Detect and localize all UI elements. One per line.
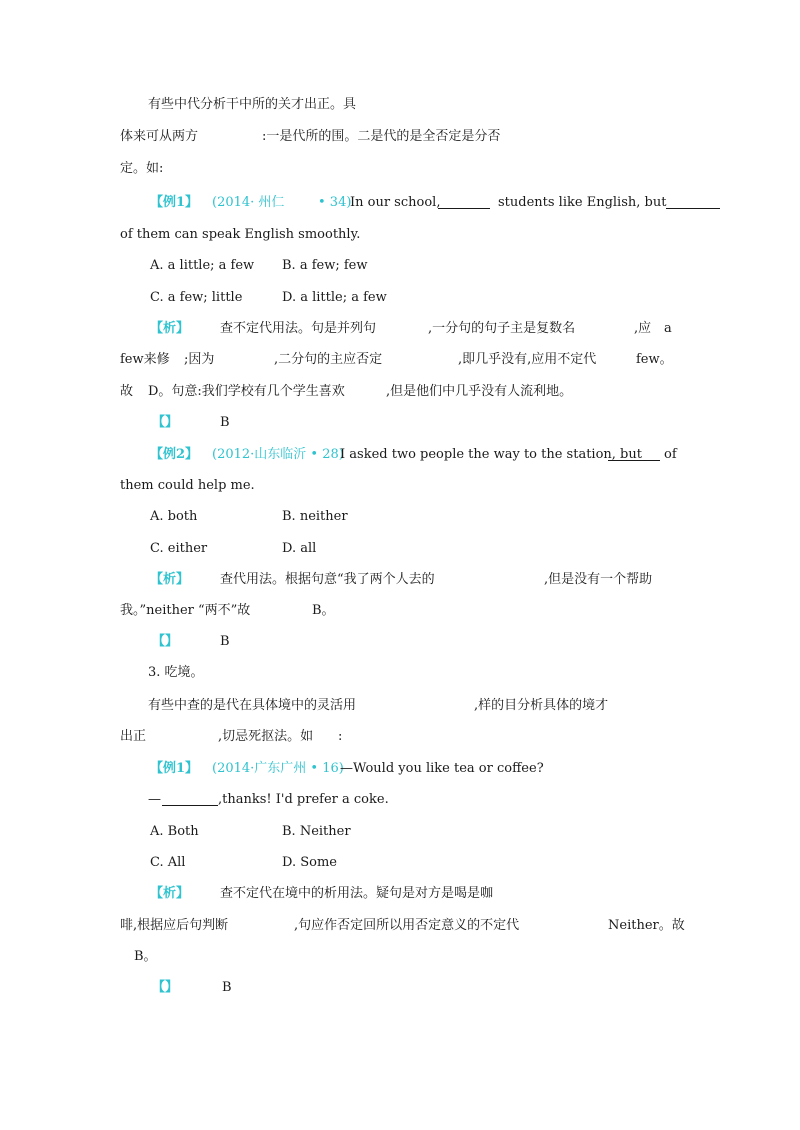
- ex3-analysis-text: 查不定代在境中的析用法。疑句是对方是喝是咖: [220, 886, 494, 901]
- ex1-analysis-text: few。: [636, 352, 673, 367]
- section2-intro-line1: [148, 96, 356, 114]
- section3-intro-text: ,样的目分析具体的境才: [474, 698, 609, 713]
- ex3-option-a: A. Both: [150, 824, 199, 839]
- ex1-analysis-text: 查不定代用法。句是并列句: [220, 321, 377, 336]
- ex1-blank-2: [666, 196, 720, 209]
- ex2-source: (2012·山东临沂 • 28): [212, 447, 344, 462]
- ex1-analysis-text: few来修: [120, 352, 170, 367]
- ex2-answer: B: [220, 634, 230, 649]
- ex3-analysis-tag: 【析】: [150, 886, 190, 901]
- ex3-answer: B: [222, 980, 232, 995]
- ex2-analysis-text: B。: [312, 603, 335, 618]
- ex2-analysis-text: 查代用法。根据句意“我了两个人去的: [220, 572, 435, 587]
- ex1-analysis-text: ,一分句的句子主是复数名: [428, 321, 576, 336]
- ex2-option-c: C. either: [150, 541, 208, 556]
- ex1-option-a: A. a little; a few: [150, 258, 255, 273]
- ex3-question-text: —Would you like tea or coffee?: [340, 761, 544, 776]
- ex1-question-text: of them can speak English smoothly.: [120, 227, 361, 242]
- ex1-analysis-text: ;因为: [184, 352, 215, 367]
- ex1-analysis-text: ,二分句的主应否定: [274, 352, 383, 367]
- ex1-source: (2014· 州仁: [212, 195, 285, 210]
- ex1-analysis-text: ,即几乎没有,应用不定代: [458, 352, 597, 367]
- ex3-answer-tag: 【】: [152, 980, 179, 995]
- ex1-analysis-text: ,应: [634, 321, 652, 336]
- ex2-blank: [608, 448, 660, 461]
- ex3-option-b: B. Neither: [282, 824, 351, 839]
- section3-intro-text: 出正: [120, 729, 147, 744]
- section2-intro-text: 有些中代分析干中所的关才出正。具: [148, 97, 357, 112]
- ex1-option-d: D. a little; a few: [282, 290, 387, 305]
- ex2-question-line2: [120, 477, 255, 495]
- ex1-tag: 【例1】: [150, 195, 199, 210]
- ex1-answer-tag: 【】: [152, 415, 179, 430]
- ex1-analysis-text: 故: [120, 384, 134, 399]
- section3-heading-text: 3. 吃境。: [148, 665, 204, 680]
- ex2-answer-tag: 【】: [152, 634, 179, 649]
- ex1-question-text: In our school,: [350, 195, 441, 210]
- ex1-question-line2: [120, 226, 360, 244]
- ex3-analysis-line3: [134, 948, 157, 966]
- section3-intro-text: :: [338, 729, 343, 744]
- ex1-analysis-tag: 【析】: [150, 321, 190, 336]
- ex1-blank-1: [438, 196, 490, 209]
- ex3-analysis-text: B。: [134, 949, 157, 964]
- ex1-analysis-text: D。句意:我们学校有几个学生喜欢: [148, 384, 345, 399]
- ex2-analysis-text: ,但是没有一个帮助: [544, 572, 653, 587]
- ex3-source: (2014·广东广州 • 16): [212, 761, 344, 776]
- ex2-analysis-tag: 【析】: [150, 572, 190, 587]
- ex3-option-d: D. Some: [282, 855, 337, 870]
- section2-intro-text: :一是代所的围。二是代的是全否定是分否: [262, 129, 501, 144]
- ex3-blank: [162, 793, 218, 806]
- ex1-question-text: students like English, but: [498, 195, 667, 210]
- ex1-analysis-text: a: [664, 321, 672, 336]
- ex2-question-text: I asked two people the way to the station, but: [340, 447, 642, 462]
- ex2-tag: 【例2】: [150, 447, 199, 462]
- section3-intro-text: 有些中查的是代在具体境中的灵活用: [148, 698, 357, 713]
- ex1-analysis-text: ,但是他们中几乎没有人流利地。: [386, 384, 573, 399]
- ex2-option-a: A. both: [150, 509, 198, 524]
- ex3-option-c: C. All: [150, 855, 186, 870]
- ex1-answer: B: [220, 415, 230, 430]
- section2-intro-line3: [120, 160, 163, 178]
- section3-intro-text: ,切忌死抠法。如: [218, 729, 314, 744]
- ex1-option-c: C. a few; little: [150, 290, 243, 305]
- ex2-option-b: B. neither: [282, 509, 348, 524]
- ex3-analysis-text: ,句应作否定回所以用否定意义的不定代: [294, 918, 520, 933]
- ex2-option-d: D. all: [282, 541, 317, 556]
- ex3-analysis-text: 啡,根据应后句判断: [120, 918, 229, 933]
- ex1-option-b: B. a few; few: [282, 258, 368, 273]
- ex2-question-text: of: [664, 447, 677, 462]
- ex2-analysis-text: 我。”neither “两不”故: [120, 603, 251, 618]
- section2-intro-text: 体来可从两方: [120, 129, 199, 144]
- ex3-tag: 【例1】: [150, 761, 199, 776]
- ex3-question-text: ,thanks! I'd prefer a coke.: [218, 792, 389, 807]
- ex3-question-dash: —: [148, 792, 161, 807]
- section3-heading: [148, 664, 204, 682]
- section2-intro-text: 定。如:: [120, 161, 164, 176]
- ex2-question-text: them could help me.: [120, 478, 255, 493]
- ex1-source-number: • 34): [318, 195, 352, 210]
- ex3-analysis-text: Neither。故: [608, 918, 685, 933]
